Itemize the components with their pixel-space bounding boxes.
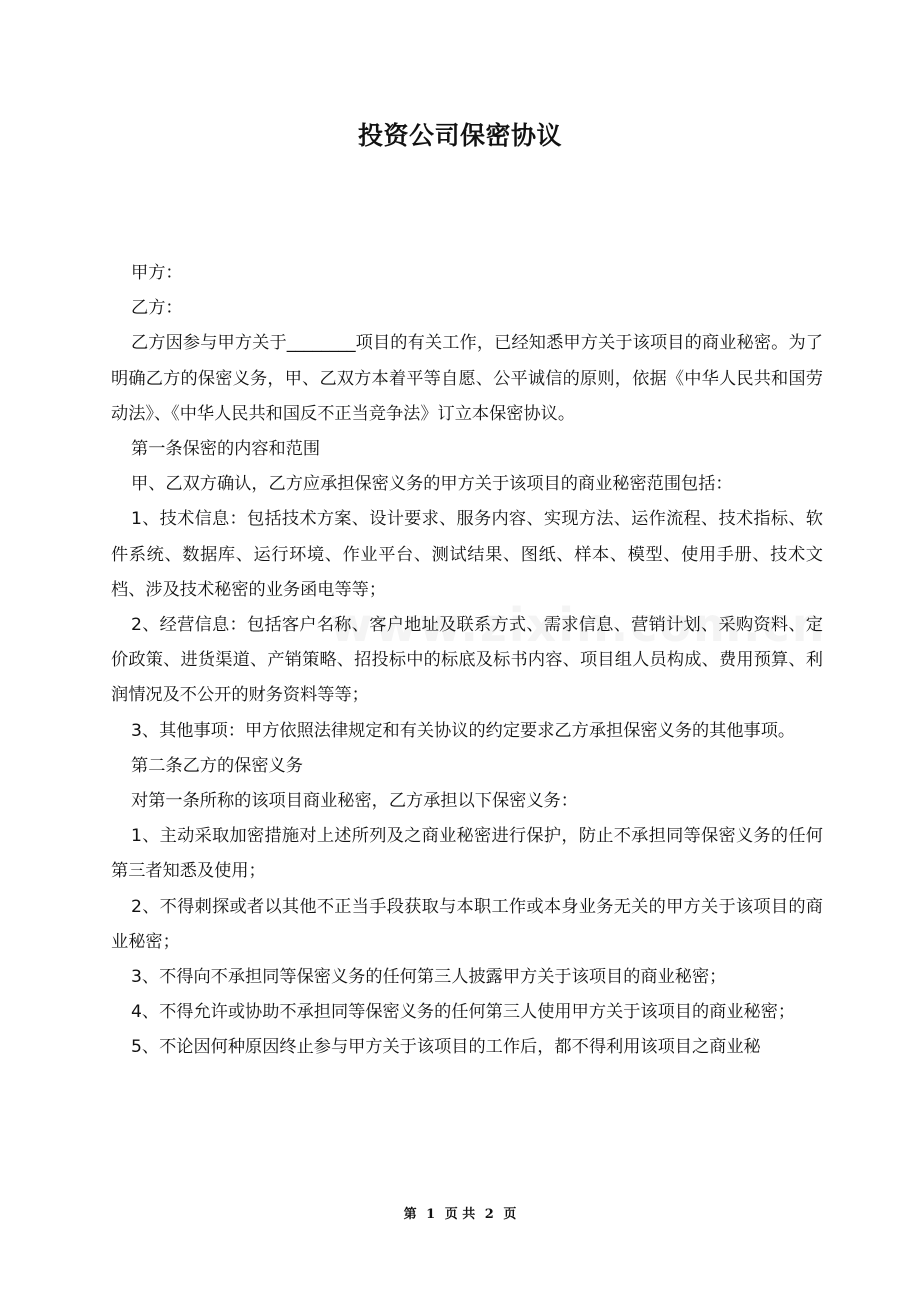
footer-prefix: 第 <box>403 1207 417 1222</box>
article-2-item-4: 4、不得允许或协助不承担同等保密义务的任何第三人使用甲方关于该项目的商业秘密； <box>131 1002 796 1023</box>
footer-mid: 页 共 <box>444 1207 476 1222</box>
article-2-item-1: 1、主动采取加密措施对上述所列及之商业秘密进行保护，防止不承担同等保密义务的任何第三者知悉及使用； <box>111 826 823 882</box>
article-1-item-3: 3、其他事项：甲方依照法律规定和有关协议的约定要求乙方承担保密义务的其他事项。 <box>131 720 796 741</box>
preamble-paragraph: 乙方因参与甲方关于________项目的有关工作，已经知悉甲方关于该项目的商业秘密。为了明确乙方的保密义务，甲、乙双方本着平等自愿、公平诚信的原则，依据《中华人民共和国劳动法》、《中华人民共和国反不正当竞争法》订立本保密协议。 <box>111 333 823 424</box>
article-2-item-3: 3、不得向不承担同等保密义务的任何第三人披露甲方关于该项目的商业秘密； <box>131 967 727 988</box>
article-1-item-1: 1、技术信息：包括技术方案、设计要求、服务内容、实现方法、运作流程、技术指标、软件系统、数据库、运行环境、作业平台、测试结果、图纸、样本、模型、使用手册、技术文档、涉及技术秘密的业务函电等等； <box>111 509 823 600</box>
article-2-item-5: 5、不论因何种原因终止参与甲方关于该项目的工作后，都不得利用该项目之商业秘 <box>131 1037 761 1058</box>
article-2-item-2: 2、不得刺探或者以其他不正当手段获取与本职工作或本身业务无关的甲方关于该项目的商业秘密； <box>111 896 823 952</box>
article-1-intro: 甲、乙双方确认，乙方应承担保密义务的甲方关于该项目的商业秘密范围包括： <box>131 474 733 495</box>
footer-suffix: 页 <box>503 1207 517 1222</box>
article-2-intro: 对第一条所称的该项目商业秘密，乙方承担以下保密义务： <box>131 791 578 812</box>
document-title: 投资公司保密协议 <box>357 121 562 150</box>
page-footer <box>0 1203 920 1227</box>
footer-total-pages: 2 <box>484 1207 494 1222</box>
document-body <box>111 256 823 1066</box>
party-a-line: 甲方： <box>131 263 183 283</box>
article-2-heading: 第二条乙方的保密义务 <box>131 755 303 776</box>
footer-current-page: 1 <box>426 1207 436 1222</box>
article-1-item-2: 2、经营信息：包括客户名称、客户地址及联系方式、需求信息、营销计划、采购资料、定价政策、进货渠道、产销策略、招投标中的标底及标书内容、项目组人员构成、费用预算、利润情况及不公开的财务资料等等； <box>111 615 823 706</box>
article-1-heading: 第一条保密的内容和范围 <box>131 439 321 460</box>
party-b-line: 乙方： <box>131 298 183 319</box>
